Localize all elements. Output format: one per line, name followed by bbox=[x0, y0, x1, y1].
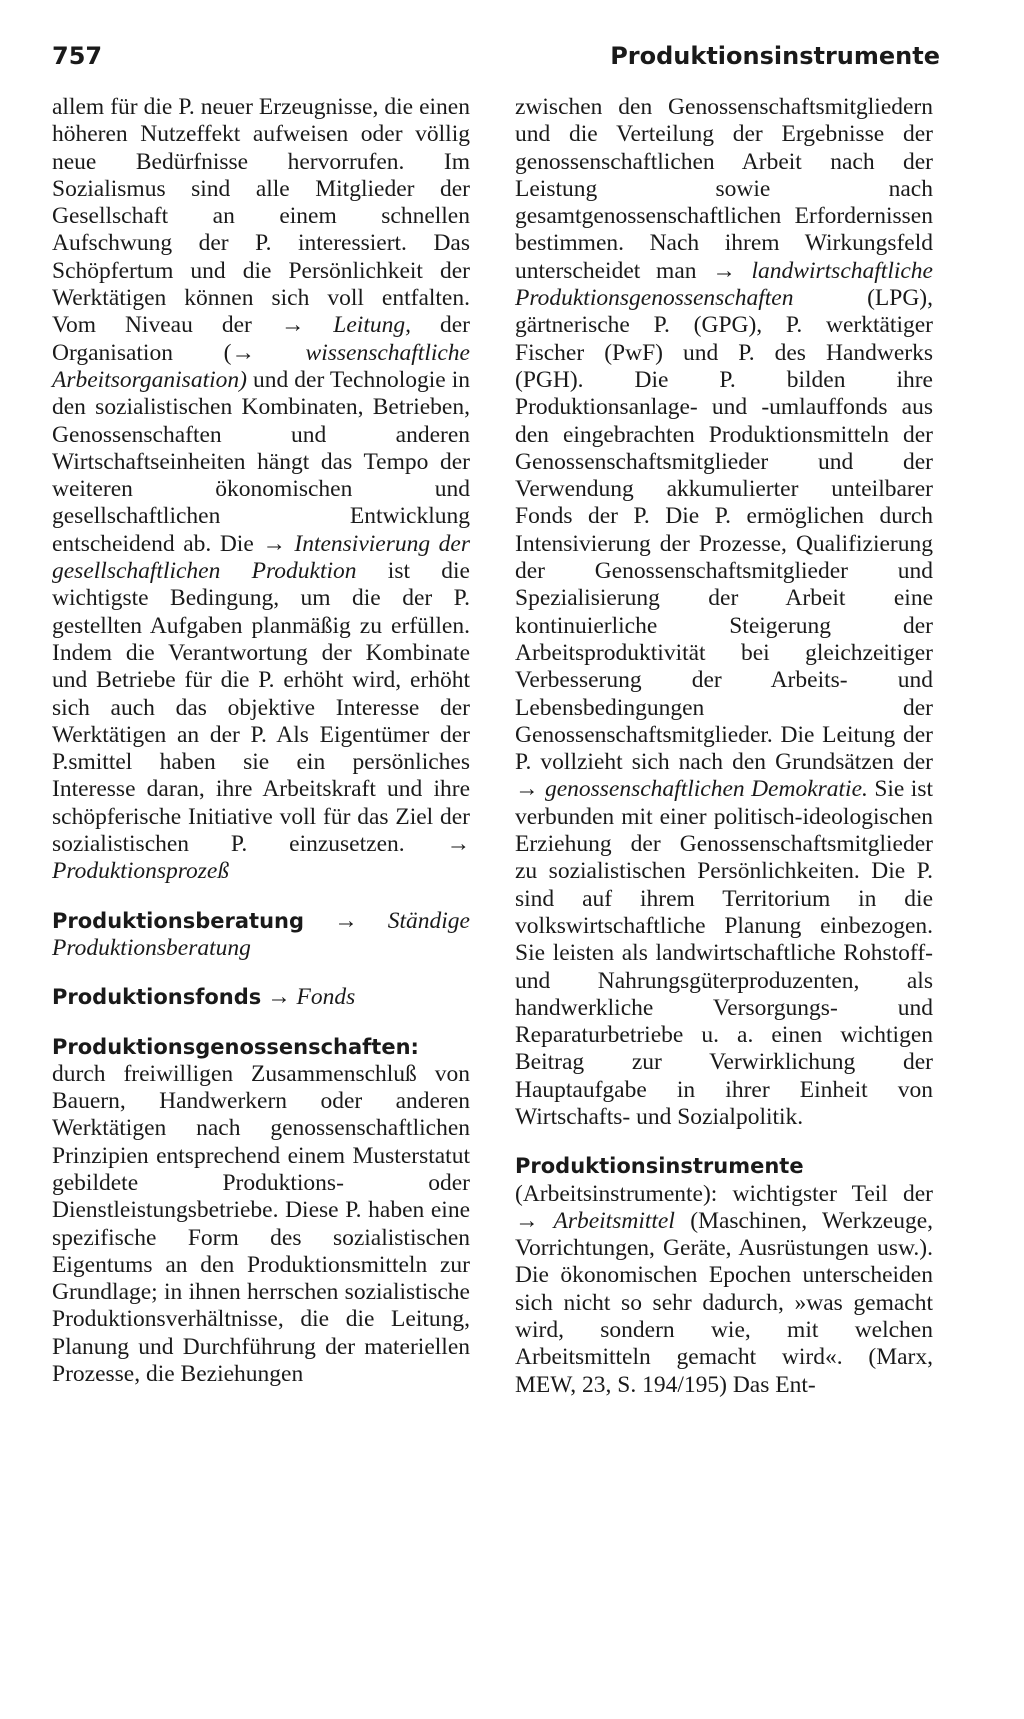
cross-reference-staendige-produktionsberatung[interactable]: Ständige Produktionsberatung bbox=[52, 907, 470, 961]
entry-produktionsinstrumente bbox=[515, 1153, 933, 1399]
body-text: durch freiwilligen Zusammenschluß von Bauern, Handwerkern oder anderen Werktätigen nach genossenschaftlichen Prinzipien entsprechend einem Musterstatut gebildete Produktions- oder Dienstleistungsbetriebe. Diese P. haben eine spezifische Form des sozialistischen Eigentums an den Produktionsmitteln zur Grundlage; in ihnen herrschen sozialistische Produktionsverhältnisse, die die Leitung, Planung und Durchführung der materiellen Prozesse, die Beziehungen bbox=[52, 1060, 470, 1388]
body-text: (LPG), gärtnerische P. (GPG), P. werktätiger Fischer (PwF) und P. des Handwerks (PGH). Die P. bilden ihre Produktionsanlage- und -umlauffonds aus den eingebrachten Produktionsmitteln der Genossenschaftsmitglieder und der Verwendung akkumulierter unteilbarer Fonds der P. Die P. ermöglichen durch Intensivierung der Prozesse, Qualifizierung der Genossenschaftsmitglieder und Spezialisierung der Arbeit eine kontinuierliche Steigerung der Arbeitsproduktivität bei gleichzeitiger Verbesserung der Arbeits- und Lebensbedingungen der Genossenschaftsmitglieder. Die Leitung der P. vollzieht sich nach den Grundsätzen der bbox=[515, 285, 933, 776]
cross-reference-arrow-icon: → bbox=[304, 907, 388, 934]
cross-reference-arrow-icon: → bbox=[515, 776, 539, 803]
cross-reference-lpg[interactable]: landwirtschaftliche Produktionsgenossenschaften bbox=[515, 257, 933, 312]
body-text: Sie ist verbunden mit einer politisch-ideologischen Erziehung der Genossenschaftsmitglieder zu sozialistischen Persönlichkeiten. Die P. sind auf ihrem Territorium in die volkswirtschaftliche Planung einbezogen. Sie leisten als landwirtschaftliche Rohstoff- und Nahrungsgüterproduzenten, als handwerkliche Versorgungs- und Reparaturbetriebe u. a. einen wichtigen Beitrag zur Verwirklichung der Hauptaufgabe in ihrer Einheit von Wirtschafts- und Sozialpolitik. bbox=[515, 776, 933, 1130]
cross-reference-arrow-icon: → bbox=[261, 984, 297, 1011]
page-header bbox=[52, 36, 940, 76]
entry-headword: Produktionsinstrumente bbox=[515, 1154, 804, 1179]
cross-reference-arrow-icon: → bbox=[231, 339, 255, 366]
body-text: und der Technologie in den sozialistischen Kombinaten, Betrieben, Genossenschaften und anderen Wirtschaftseinheiten hängt das Tempo der weiteren ökonomischen und gesellschaftlichen Entwicklung entscheidend ab. Die bbox=[52, 366, 470, 557]
cross-reference-arrow-icon: → bbox=[262, 530, 286, 557]
page-number: 757 bbox=[52, 42, 103, 70]
body-text: (Arbeitsinstrumente): wichtigster Teil der bbox=[515, 1180, 933, 1207]
cross-reference-fonds[interactable]: Fonds bbox=[296, 984, 356, 1011]
body-text: ist die wichtigste Bedingung, um die der P. gestellten Aufgaben planmäßig zu erfüllen. Indem die Verantwortung der Kombinate und Betriebe für die P. erhöht wird, erhöht sich auch das objektive Interesse der Werktätigen an der P. Als Eigentümer der P.smittel haben sie ein persönliches Interesse daran, ihre Arbeitskraft und ihre schöpferische Initiative voll für das Ziel der sozialistischen P. einzusetzen. bbox=[52, 558, 470, 858]
cross-reference-produktionsprozess[interactable]: Produktionsprozeß bbox=[52, 858, 230, 885]
body-text: allem für die P. neuer Erzeugnisse, die einen höheren Nutzeffekt aufweisen oder völlig neue Bedürfnisse hervorrufen. Im Sozialismus sind alle Mitglieder der Gesellschaft an einem schnellen Aufschwung der P. interessiert. Das Schöpfertum und die Persönlichkeit der Werktätigen können sich voll entfalten. Vom Niveau der bbox=[52, 94, 470, 339]
entry-headword: Produktionsgenossenschaften: bbox=[52, 1034, 419, 1059]
running-head: Produktionsinstrumente bbox=[610, 42, 940, 70]
cross-reference-arrow-icon: → bbox=[515, 1207, 539, 1234]
entry-continuation bbox=[52, 94, 470, 886]
cross-reference-arrow-icon: → bbox=[446, 831, 470, 858]
entry-headword: Produktionsfonds bbox=[52, 985, 262, 1010]
entry-produktionsberatung bbox=[52, 908, 470, 963]
cross-reference-intensivierung[interactable]: Intensivierung der gesellschaftlichen Produktion bbox=[52, 530, 470, 585]
cross-reference-arbeitsorganisation[interactable]: wissenschaftliche Arbeitsorganisation) bbox=[52, 339, 470, 393]
body-text: der Organisation ( bbox=[52, 312, 470, 366]
body-text: (Maschinen, Werkzeuge, Vorrichtungen, Geräte, Ausrüstungen usw.). Die ökonomischen Epochen unterscheiden sich nicht so sehr dadurch, »was gemacht wird, sondern wie, mit welchen Arbeitsmitteln gemacht wird«. (Marx, MEW, 23, S. 194/195) Das Ent- bbox=[515, 1207, 934, 1398]
cross-reference-leitung[interactable]: Leitung, bbox=[304, 312, 411, 339]
entry-produktionsgenossenschaften bbox=[52, 1034, 470, 1389]
right-column bbox=[515, 94, 933, 1399]
entry-headword: Produktionsberatung bbox=[52, 908, 305, 933]
cross-reference-genossenschaftliche-demokratie[interactable]: genossenschaftlichen Demokratie. bbox=[538, 776, 868, 803]
cross-reference-arbeitsmittel[interactable]: Arbeitsmittel bbox=[538, 1207, 675, 1234]
cross-reference-arrow-icon: → bbox=[712, 257, 736, 284]
entry-produktionsfonds bbox=[52, 984, 470, 1011]
left-column bbox=[52, 94, 470, 1388]
entry-continuation bbox=[515, 94, 933, 1131]
cross-reference-arrow-icon: → bbox=[280, 312, 305, 339]
body-text: zwischen den Genossenschaftsmitgliedern und die Verteilung der Ergebnisse der genossenschaftlichen Arbeit nach der Leistung sowie nach gesamtgenossenschaftlichen Erfordernissen bestimmen. Nach ihrem Wirkungsfeld unterscheidet man bbox=[515, 94, 933, 284]
